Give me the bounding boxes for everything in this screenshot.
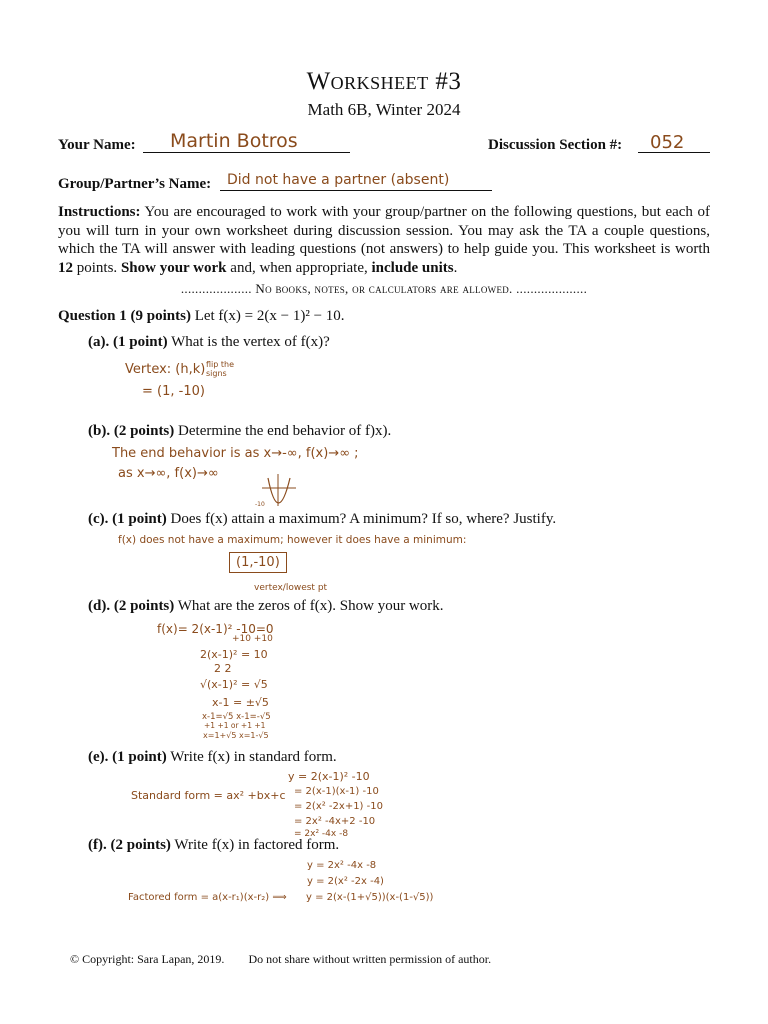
part-d bbox=[88, 598, 444, 615]
part-e-label: (e). bbox=[88, 749, 109, 765]
name-label: Your Name: bbox=[58, 137, 136, 153]
part-b-label: (b). bbox=[88, 423, 111, 439]
answer-d-line-4: 2 2 bbox=[214, 662, 232, 675]
answer-e-line-5: = 2x² -4x -8 bbox=[294, 829, 349, 839]
answer-d-line-6: x-1 = ±√5 bbox=[212, 696, 269, 709]
partner-label: Group/Partner’s Name: bbox=[58, 176, 212, 192]
part-a-label: (a). bbox=[88, 334, 110, 350]
instructions-text-4: . bbox=[453, 259, 458, 276]
instructions-points: 12 bbox=[58, 259, 73, 276]
part-c bbox=[88, 511, 556, 528]
answer-c-note: vertex/lowest pt bbox=[254, 583, 328, 593]
answer-e-line-3: = 2(x² -2x+1) -10 bbox=[294, 801, 383, 812]
answer-e-standard-form: Standard form = ax² +bx+c bbox=[131, 789, 286, 802]
part-e-points: (1 point) bbox=[112, 749, 167, 765]
copyright-text: © Copyright: Sara Lapan, 2019. bbox=[70, 952, 225, 966]
instructions-paragraph bbox=[58, 203, 710, 277]
answer-f-factored-form: Factored form = a(x-r₁)(x-r₂) ⟹ bbox=[128, 892, 287, 903]
part-a-points: (1 point) bbox=[113, 334, 168, 350]
answer-d-line-8: +1 +1 or +1 +1 bbox=[204, 721, 266, 730]
answer-b-line-2: as x→∞, f(x)→∞ bbox=[118, 466, 219, 481]
instructions-text-1: You are encouraged to work with your group/partner on the following questions, but each of you will turn in your own worksheet during discussion session. You may ask the TA a couple questions, which the TA will answer with leading questions (not answers) to help guide you. This worksheet is worth bbox=[58, 204, 710, 257]
part-b bbox=[88, 423, 391, 440]
instructions-units: include units bbox=[371, 259, 454, 276]
course-subtitle: Math 6B, Winter 2024 bbox=[307, 100, 461, 119]
instructions-text-2: points. bbox=[73, 259, 121, 276]
answer-d-line-5: √(x-1)² = √5 bbox=[200, 678, 268, 691]
answer-c-line-1: f(x) does not have a maximum; however it does have a minimum: bbox=[118, 534, 467, 546]
instructions-text-3: and, when appropriate, bbox=[226, 259, 372, 276]
part-d-label: (d). bbox=[88, 598, 111, 614]
name-value: Martin Botros bbox=[170, 130, 298, 152]
instructions-show-work: Show your work bbox=[120, 259, 227, 276]
no-calculators-rule: .................... No books, notes, or calculators are allowed. .................... bbox=[180, 281, 588, 296]
part-f bbox=[88, 837, 339, 854]
answer-f-line-3: y = 2(x-(1+√5))(x-(1-√5)) bbox=[306, 892, 434, 903]
question-1-label: Question 1 (9 points) bbox=[58, 308, 191, 324]
answer-b-sketch-label: -10 bbox=[255, 501, 265, 508]
part-c-text: Does f(x) attain a maximum? A minimum? If so, where? Justify. bbox=[170, 511, 557, 527]
part-b-text: Determine the end behavior of f)x). bbox=[178, 423, 392, 439]
answer-f-line-1: y = 2x² -4x -8 bbox=[307, 860, 377, 871]
answer-e-line-4: = 2x² -4x+2 -10 bbox=[294, 816, 376, 827]
partner-value: Did not have a partner (absent) bbox=[227, 172, 450, 188]
answer-a-line-2: = (1, -10) bbox=[142, 384, 205, 399]
part-d-points: (2 points) bbox=[113, 598, 175, 614]
answer-a-note: flip the signs bbox=[206, 360, 235, 378]
answer-e-line-1: y = 2(x-1)² -10 bbox=[288, 770, 370, 783]
question-1 bbox=[58, 308, 345, 325]
answer-d-line-7: x-1=√5 x-1=-√5 bbox=[202, 712, 271, 722]
part-a bbox=[88, 334, 330, 351]
instructions-label: Instructions: bbox=[58, 204, 141, 220]
share-notice: Do not share without written permission of author. bbox=[248, 952, 492, 966]
part-d-text: What are the zeros of f(x). Show your work. bbox=[177, 598, 444, 614]
worksheet-title: Worksheet #3 bbox=[306, 68, 462, 95]
question-1-prompt: Let f(x) = 2(x − 1)² − 10. bbox=[194, 308, 345, 324]
answer-f-line-2: y = 2(x² -2x -4) bbox=[307, 876, 384, 887]
part-a-text: What is the vertex of f(x)? bbox=[171, 334, 330, 350]
part-e bbox=[88, 749, 337, 766]
part-b-points: (2 points) bbox=[113, 423, 175, 439]
part-f-text: Write f(x) in factored form. bbox=[174, 837, 340, 853]
answer-b-line-1: The end behavior is as x→-∞, f(x)→∞ ; bbox=[112, 446, 359, 461]
part-f-label: (f). bbox=[88, 837, 107, 853]
name-underline bbox=[143, 152, 350, 153]
section-value: 052 bbox=[650, 132, 685, 153]
answer-d-line-9: x=1+√5 x=1-√5 bbox=[203, 731, 269, 740]
part-e-text: Write f(x) in standard form. bbox=[170, 749, 337, 765]
part-f-points: (2 points) bbox=[110, 837, 171, 853]
partner-underline bbox=[220, 190, 492, 191]
part-c-points: (1 point) bbox=[112, 511, 167, 527]
answer-a-line-1: Vertex: (h,k) bbox=[125, 362, 206, 377]
footer bbox=[70, 952, 491, 967]
answer-e-line-2: = 2(x-1)(x-1) -10 bbox=[294, 786, 379, 797]
answer-d-line-2: +10 +10 bbox=[232, 634, 273, 644]
answer-c-boxed-vertex: (1,-10) bbox=[229, 552, 287, 573]
section-label: Discussion Section #: bbox=[488, 137, 623, 153]
part-c-label: (c). bbox=[88, 511, 109, 527]
answer-d-line-1: f(x)= 2(x-1)² -10=0 bbox=[157, 622, 274, 636]
answer-d-line-3: 2(x-1)² = 10 bbox=[200, 648, 268, 661]
